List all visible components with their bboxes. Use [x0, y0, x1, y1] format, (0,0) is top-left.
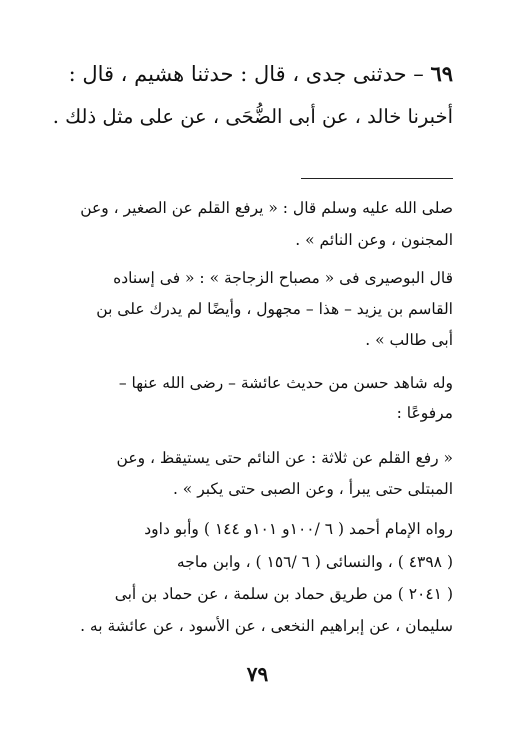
footnote-line-4: القاسم بن يزيد – هذا – مجهول ، وأيضًا لم يدرك على بن	[96, 300, 453, 318]
hadith-number: ٦٩	[430, 61, 453, 86]
page-number: ٧٩	[246, 662, 269, 686]
footnote-line-8: « رفع القلم عن ثلاثة : عن النائم حتى يستيقظ ، وعن	[116, 449, 453, 467]
footnote-line-2: المجنون ، وعن النائم » .	[295, 231, 453, 249]
footnote-divider	[301, 178, 453, 179]
footnote-line-12: ( ٢٠٤١ ) من طريق حماد بن سلمة ، عن حماد بن أبى	[114, 585, 453, 603]
footnote-line-3: قال البوصيرى فى « مصباح الزجاجة » : « فى إسناده	[113, 269, 453, 287]
footnote-line-10: رواه الإمام أحمد ( ٦ /١٠٠و ١٠١و ١٤٤ ) وأبو داود	[144, 520, 453, 538]
main-text-line-1-rest: – حدثنى جدى ، قال : حدثنا هشيم ، قال :	[68, 62, 431, 86]
footnote-line-7: مرفوعًا :	[396, 404, 453, 422]
footnote-line-6: وله شاهد حسن من حديث عائشة – رضى الله عنها –	[118, 374, 453, 392]
footnote-line-9: المبتلى حتى يبرأ ، وعن الصبى حتى يكبر » .	[172, 480, 453, 498]
footnote-line-1: صلى الله عليه وسلم قال : « يرفع القلم عن الصغير ، وعن	[80, 199, 453, 217]
main-text-line-2: أخبرنا خالد ، عن أبى الضُّحَى ، عن على مثل ذلك .	[52, 105, 453, 128]
footnote-line-13: سليمان ، عن إبراهيم النخعى ، عن الأسود ، عن عائشة به .	[80, 617, 453, 635]
footnote-line-11: ( ٤٣٩٨ ) ، والنسائى ( ٦ /١٥٦ ) ، وابن ماجه	[176, 553, 453, 571]
main-text-line-1	[69, 60, 453, 88]
footnote-line-5: أبى طالب » .	[365, 331, 453, 349]
